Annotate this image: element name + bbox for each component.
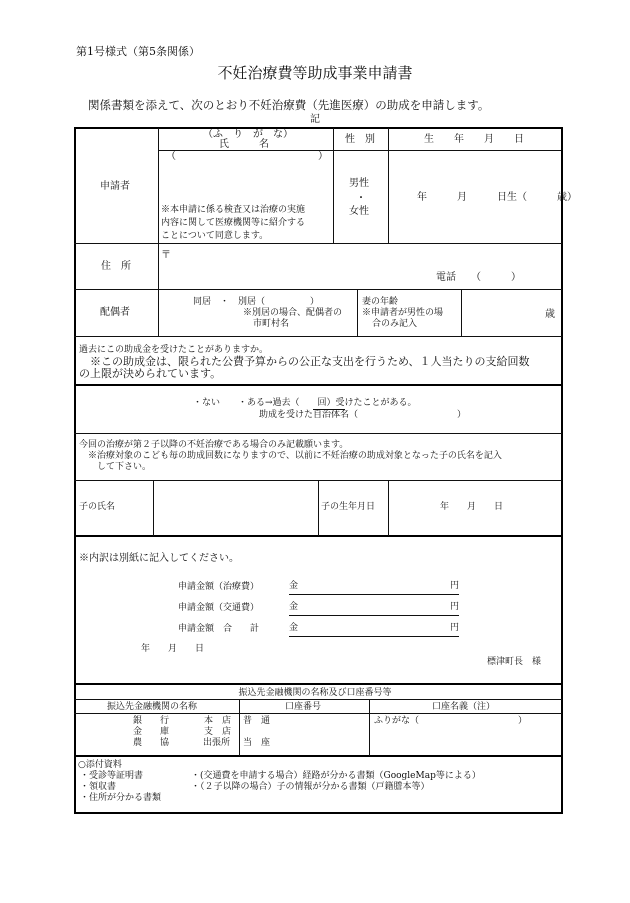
- wife-age-label: 妻の年齢: [362, 297, 399, 307]
- bank-type-shinkin[interactable]: 金 庫: [133, 727, 170, 737]
- bank-type-nokyo[interactable]: 農 協: [133, 738, 170, 748]
- amount-unit: 円: [449, 623, 459, 633]
- consent-line-2: 内容に関して医療機関等に紹介する: [161, 218, 306, 228]
- amount-unit: 円: [449, 602, 459, 612]
- addressee: 標津町長 様: [487, 657, 542, 667]
- bank-section-title: 振込先金融機関の名称及び口座番号等: [238, 688, 392, 698]
- applicant-row-label: 申請者: [100, 181, 130, 192]
- amounts-note: ※内訳は別紙に記入してください。: [79, 553, 239, 564]
- attachment-right-1: ・(交通費を申請する場合）経路が分かる書類（GoogleMap等による）: [191, 771, 481, 781]
- attachment-left-1: ・受診等証明書: [80, 771, 144, 781]
- cohabit-note-1: ※別居の場合、配偶者の: [243, 308, 343, 318]
- consent-line-3: ことについて同意します。: [161, 231, 269, 241]
- amount-field-treatment[interactable]: [289, 581, 459, 593]
- name-label: 氏 名: [219, 139, 269, 150]
- spouse-label: 配偶者: [100, 307, 130, 318]
- branch-head[interactable]: 本 店: [204, 716, 232, 726]
- past-municipality[interactable]: 助成を受けた自治体名（ ）: [259, 410, 467, 420]
- wife-age-note-1: ※申請者が男性の場: [362, 308, 444, 318]
- holder-furigana-field[interactable]: ふりがな（ ）: [374, 716, 528, 726]
- address-label: 住 所: [101, 261, 131, 272]
- form-code: 第1号様式（第5条関係）: [76, 45, 200, 58]
- branch-branch[interactable]: 支 店: [204, 727, 232, 737]
- address-field[interactable]: [175, 248, 425, 284]
- amount-field-transport[interactable]: [289, 602, 459, 614]
- child-instruction: 今回の治療が第２子以降の不妊治療である場合のみ記載願います。: [79, 440, 349, 450]
- furigana-label: （ふ り が な）: [203, 129, 293, 140]
- applicant-name-field[interactable]: [175, 164, 325, 202]
- bank-type-bank[interactable]: 銀 行: [133, 716, 170, 726]
- child-name-field[interactable]: [156, 484, 314, 532]
- age-unit: 歳: [545, 309, 555, 320]
- sex-option-separator: ・: [356, 193, 366, 204]
- past-note-2: の上限が決められています。: [79, 367, 222, 380]
- name-paren-close: ）: [318, 151, 328, 162]
- past-question: 過去にこの助成金を受けたことがありますか。: [79, 345, 269, 355]
- phone-field[interactable]: 電話 （ ）: [436, 272, 521, 283]
- child-dob-field[interactable]: 年 月 日: [440, 502, 504, 512]
- applicant-dob-field[interactable]: 年 月 日生（ 歳）: [417, 192, 577, 203]
- amount-prefix: 金: [289, 581, 299, 591]
- account-type-ordinary[interactable]: 普 通: [243, 716, 271, 726]
- amount-label-transport: 申請金額（交通費）: [178, 603, 260, 613]
- application-date-field[interactable]: 年 月 日: [141, 644, 205, 654]
- bank-col-name: 振込先金融機関の名称: [107, 702, 198, 712]
- child-name-label: 子の氏名: [79, 502, 116, 512]
- postal-mark: 〒: [161, 250, 171, 261]
- sex-header: 性 別: [345, 134, 375, 145]
- bank-col-holder: 口座名義（注）: [432, 702, 496, 712]
- child-note-2: して下さい。: [79, 462, 152, 472]
- past-note: ※この助成金は、限られた公費予算からの公正な支出を行うため、１人当たりの支給回数: [79, 355, 530, 368]
- attachment-left-3: ・住所が分かる書類: [80, 793, 162, 803]
- bank-col-account: 口座番号: [285, 702, 322, 712]
- amount-prefix: 金: [289, 602, 299, 612]
- form-title: 不妊治療費等助成事業申請書: [217, 64, 413, 82]
- cohabit-options[interactable]: 同居 ・ 別居（ ）: [193, 297, 320, 307]
- attachment-left-2: ・領収書: [80, 782, 117, 792]
- sex-option-female[interactable]: 女性: [349, 206, 369, 217]
- amount-label-treatment: 申請金額（治療費）: [178, 582, 260, 592]
- child-note: ※治療対象のこども毎の助成回数になりますので、以前に不妊治療の助成対象となった子の氏名を記入: [79, 451, 502, 461]
- ki-label: 記: [310, 114, 320, 125]
- wife-age-note-2: 合のみ記入: [372, 319, 418, 329]
- holder-name-field[interactable]: [374, 729, 557, 752]
- past-options[interactable]: ・ない ・ある→過去（ 回）受けたことがある。: [193, 398, 417, 408]
- branch-office[interactable]: 出張所: [203, 738, 231, 748]
- amount-field-total[interactable]: [289, 623, 459, 635]
- cohabit-note-2: 市町村名: [253, 319, 290, 329]
- account-number-field[interactable]: [290, 716, 365, 752]
- amount-label-total: 申請金額 合 計: [178, 624, 260, 634]
- intro-text: 関係書類を添えて、次のとおり不妊治療費（先進医療）の助成を申請します。: [88, 98, 490, 112]
- attachments-title: ○添付資料: [78, 760, 122, 770]
- attachment-right-2: ・（２子以降の場合）子の情報が分かる書類（戸籍謄本等）: [191, 782, 430, 792]
- consent-line-1: ※本申請に係る検査又は治療の実施: [161, 205, 306, 215]
- sex-option-male[interactable]: 男性: [349, 178, 369, 189]
- dob-header: 生 年 月 日: [424, 134, 524, 145]
- amount-unit: 円: [449, 581, 459, 591]
- name-paren-open: （: [166, 151, 176, 162]
- account-type-current[interactable]: 当 座: [243, 738, 271, 748]
- amount-prefix: 金: [289, 623, 299, 633]
- child-dob-label: 子の生年月日: [321, 502, 376, 512]
